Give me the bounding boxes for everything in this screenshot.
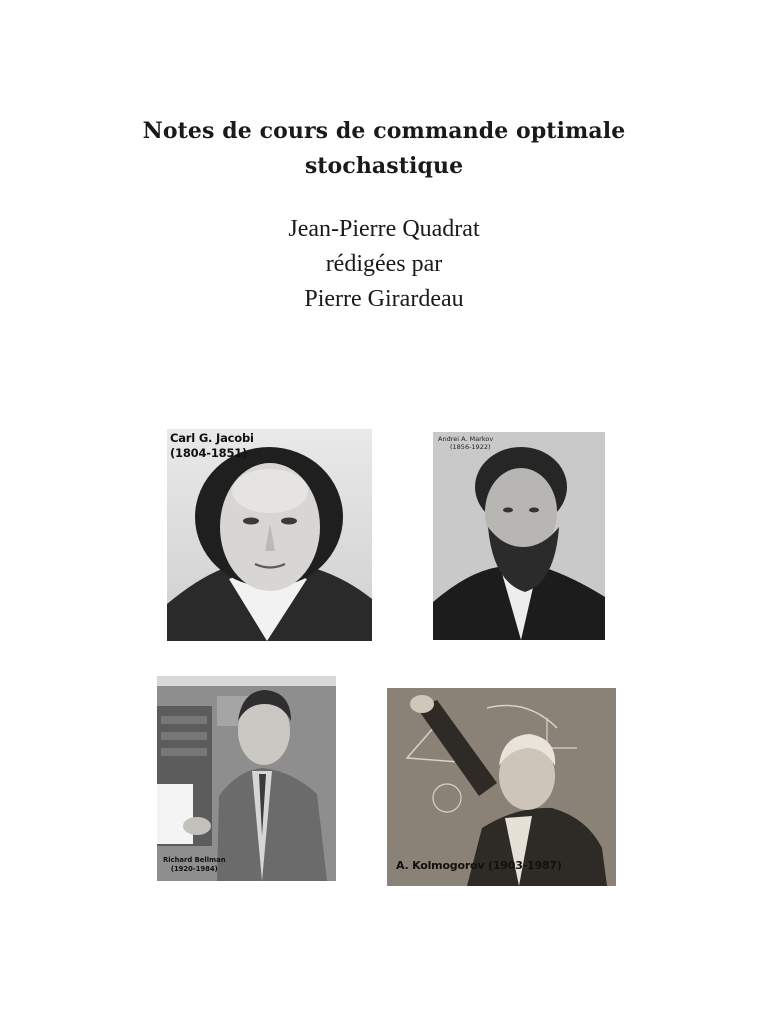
bellman-caption [163,856,226,874]
markov-portrait [433,432,605,640]
bellman-portrait [157,676,336,881]
markov-caption [438,435,493,451]
author-block [0,212,768,317]
title-line-2: stochastique [304,153,464,179]
editor-name: Pierre Girardeau [304,286,464,312]
jacobi-name: Carl G. Jacobi [170,431,254,445]
markov-name: Andrei A. Markov [438,435,494,443]
jacobi-dates: (1804-1851) [170,446,248,460]
kolmogorov-caption: A. Kolmogorov (1903-1987) [396,859,562,872]
document-title [0,114,768,184]
kolmogorov-portrait [387,688,616,886]
edited-by-label: rédigées par [325,251,443,277]
author-name: Jean-Pierre Quadrat [288,216,480,242]
title-line-1: Notes de cours de commande optimale [142,118,626,144]
bellman-dates: (1920-1984) [170,865,218,873]
jacobi-caption [170,431,254,461]
bellman-name: Richard Bellman [163,856,226,864]
markov-dates: (1856-1922) [450,443,491,451]
